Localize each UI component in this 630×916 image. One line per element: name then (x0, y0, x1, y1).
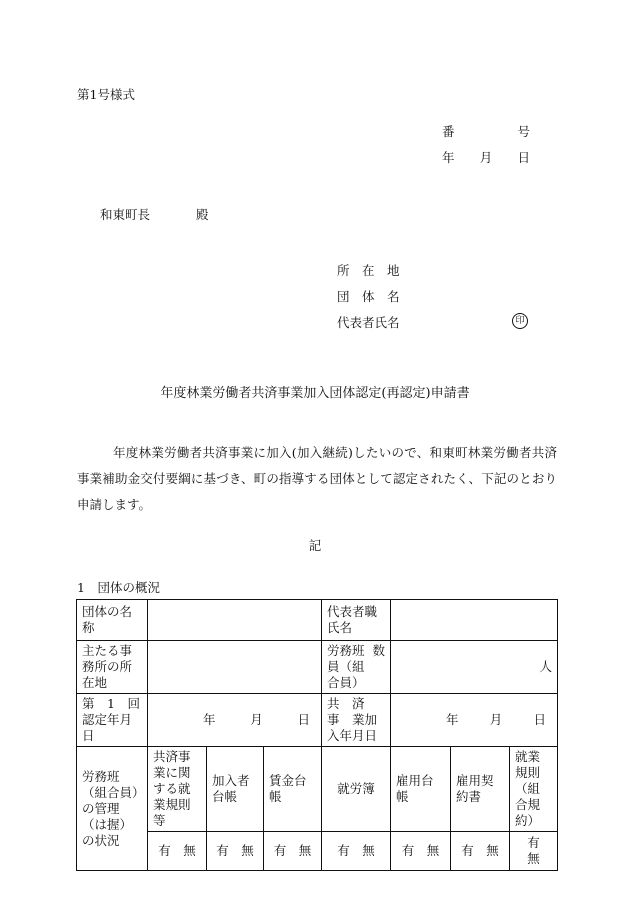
yes-option: 有 (216, 843, 229, 858)
col-header-employment-ledger: 雇用台帳 (391, 747, 451, 832)
document-title: 年度林業労働者共済事業加入団体認定(再認定)申請書 (160, 386, 470, 401)
no-option: 無 (183, 843, 196, 858)
no-option: 無 (298, 843, 312, 858)
join-date[interactable] (391, 694, 558, 747)
no-option: 無 (362, 843, 375, 858)
body-paragraph: 年度林業労働者共済事業に加入(加入継続)したいので、和東町林業労働者共済事業補助金交付要綱に基づき、町の指導する団体として認定されたく、下記のとおり申請します。 (77, 445, 557, 512)
applicant-block (337, 261, 399, 339)
yes-no-cell[interactable] (451, 832, 510, 871)
col-header-union-rules: 就業規則（組合規約） (510, 747, 558, 832)
yes-option: 有 (158, 843, 171, 858)
yes-no-cell[interactable] (322, 832, 391, 871)
group-name-label: 団体の名称 (77, 600, 148, 641)
ki-heading: 記 (308, 538, 322, 553)
date-day: 日 (533, 712, 547, 727)
applicant-rep-label: 代表者氏名 (337, 315, 400, 330)
date-day: 日 (297, 712, 311, 727)
no-option: 無 (527, 851, 540, 866)
date-year: 年 (203, 712, 216, 727)
no-option: 無 (426, 843, 440, 858)
col-header-member-ledger: 加入者台帳 (207, 747, 264, 832)
applicant-group-label: 団 体 名 (337, 289, 400, 304)
members-unit: 人 (539, 659, 553, 674)
yes-option: 有 (401, 843, 415, 858)
applicant-address-label: 所 在 地 (337, 263, 400, 278)
no-option: 無 (241, 843, 254, 858)
rep-title-value[interactable] (391, 600, 558, 641)
first-cert-label: 第 1 回認定年月日 (77, 694, 148, 747)
date-year: 年 (446, 712, 459, 727)
no-option: 無 (486, 843, 499, 858)
date-day: 日 (517, 150, 530, 165)
members-label-cell (322, 641, 391, 694)
overview-table (76, 599, 558, 871)
join-date-label: 共 済 事 業加入年月日 (322, 694, 391, 747)
number-char: 番 (442, 124, 455, 139)
yes-option: 有 (337, 843, 350, 858)
section-title: 1 団体の概況 (77, 580, 160, 595)
date-month: 月 (489, 712, 503, 727)
yes-option: 有 (461, 843, 474, 858)
addressee-name: 和東町長 (100, 207, 151, 222)
yes-no-cell[interactable] (264, 832, 322, 871)
members-count-label: 数 (372, 643, 386, 658)
col-header-wage-ledger: 賃金台帳 (264, 747, 322, 832)
office-value[interactable] (148, 641, 322, 694)
col-header-work-rules: 共済事業に関する就業規則等 (148, 747, 207, 832)
yes-option: 有 (527, 835, 540, 850)
col-header-work-log: 就労簿 (322, 747, 391, 832)
addressee-honorific: 殿 (196, 207, 209, 222)
first-cert-date[interactable] (148, 694, 322, 747)
rep-title-label: 代表者職氏名 (322, 600, 391, 641)
office-label: 主たる事務所の所在地 (77, 641, 148, 694)
members-value[interactable] (391, 641, 558, 694)
document-date-line (442, 148, 530, 166)
group-name-value[interactable] (148, 600, 322, 641)
yes-no-cell[interactable] (391, 832, 451, 871)
yes-no-cell[interactable] (510, 832, 558, 871)
yes-option: 有 (273, 843, 287, 858)
yes-no-cell[interactable] (148, 832, 207, 871)
form-number: 第1号様式 (77, 87, 135, 102)
date-month: 月 (250, 712, 263, 727)
date-year: 年 (442, 150, 455, 165)
document-number-line (442, 122, 530, 140)
col-header-employment-contract: 雇用契約書 (451, 747, 510, 832)
date-month: 月 (479, 150, 493, 165)
members-label: 労務班員（組合員） (327, 643, 365, 690)
number-char: 号 (517, 124, 530, 139)
status-label: 労務班（組合員）の管理（は握）の状況 (77, 747, 148, 871)
yes-no-cell[interactable] (207, 832, 264, 871)
addressee (100, 205, 209, 223)
seal-mark: 印 (512, 313, 528, 329)
